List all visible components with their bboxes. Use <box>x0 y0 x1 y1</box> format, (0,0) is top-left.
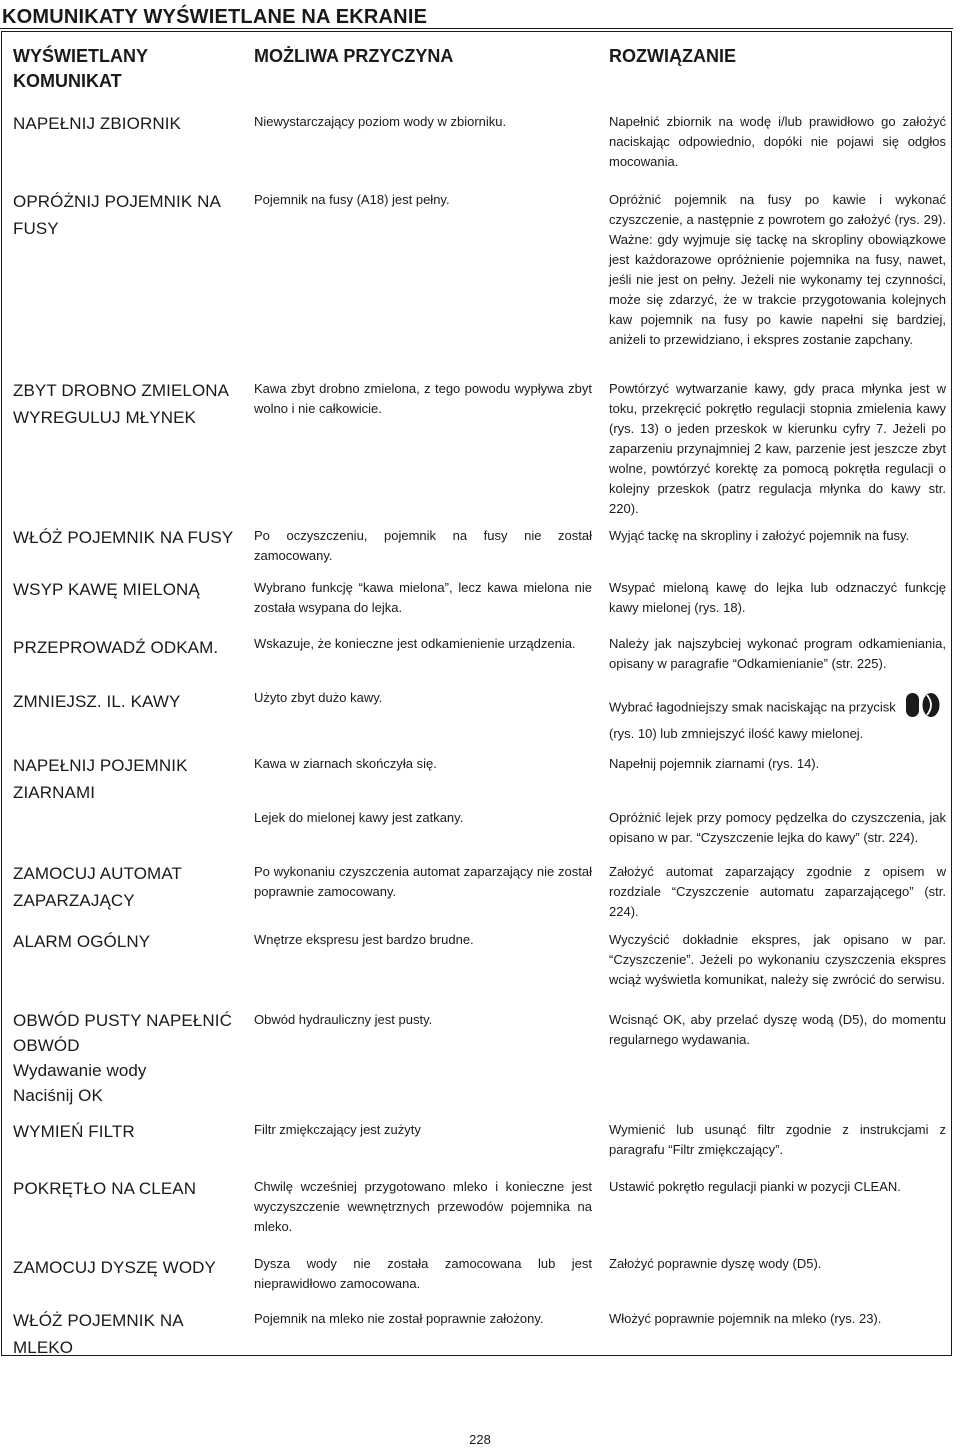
message-cell: NAPEŁNIJ POJEMNIK ZIARNAMI <box>13 756 188 802</box>
cause-cell: Wskazuje, że konieczne jest odkamienienie urządzenia. <box>254 636 576 651</box>
message-cell: WŁÓŻ POJEMNIK NA FUSY <box>13 528 234 547</box>
solution-cell: Należy jak najszybciej wykonać program odkamieniania, opisany w paragrafie “Odkamienianie” (str. 225). <box>609 636 946 671</box>
solution-cell: Wcisnąć OK, aby przelać dyszę wodą (D5), do momentu regularnego wydawania. <box>609 1012 946 1047</box>
message-cell: OBWÓD PUSTY NAPEŁNIĆ OBWÓD Wydawanie wody Naciśnij OK <box>13 1011 232 1105</box>
solution-cell: Włożyć poprawnie pojemnik na mleko (rys. 23). <box>609 1311 882 1326</box>
cause-cell: Po oczyszczeniu, pojemnik na fusy nie został zamocowany. <box>254 528 592 563</box>
solution-text-continued: (rys. 10) lub zmniejszyć ilość kawy mielonej. <box>609 726 864 741</box>
message-cell: ZBYT DROBNO ZMIELONA WYREGULUJ MŁYNEK <box>13 381 230 427</box>
cause-cell: Filtr zmiękczający jest zużyty <box>254 1122 421 1137</box>
solution-cell: Założyć poprawnie dyszę wody (D5). <box>609 1256 822 1271</box>
message-cell: NAPEŁNIJ ZBIORNIK <box>13 114 181 133</box>
cause-cell: Pojemnik na mleko nie został poprawnie założony. <box>254 1311 544 1326</box>
header-cause: MOŻLIWA PRZYCZYNA <box>254 46 454 66</box>
solution-cell: Powtórzyć wytwarzanie kawy, gdy praca młynka jest w toku, przekręcić pokrętło regulacji stopnia zmielenia kawy (rys. 13) o jeden przeskok w kierunku cyfry 7. Jeżeli po zaparzeniu przynajmniej 2 kaw, parzenie jest jeszcze zbyt wolne, powtórzyć korektę za pomocą pokrętła regulacji o kolejny przeskok (patrz regulacja młynka do kawy str. 220). <box>609 381 946 516</box>
solution-cell: Wsypać mieloną kawę do lejka lub odznaczyć funkcję kawy mielonej (rys. 18). <box>609 580 946 615</box>
cause-cell: Użyto zbyt dużo kawy. <box>254 690 383 705</box>
solution-text: Wybrać łagodniejszy smak naciskając na przycisk <box>609 699 896 715</box>
cause-cell: Chwilę wcześniej przygotowano mleko i konieczne jest wyczyszczenie wewnętrznych przewodów pojemnika na mleko. <box>254 1179 592 1234</box>
cause-cell: Pojemnik na fusy (A18) jest pełny. <box>254 192 450 207</box>
message-cell: ZAMOCUJ AUTOMAT ZAPARZAJĄCY <box>13 864 182 910</box>
header-solution: ROZWIĄZANIE <box>609 46 736 66</box>
cause-cell: Wybrano funkcję “kawa mielona”, lecz kawa mielona nie została wsypana do lejka. <box>254 580 592 615</box>
message-cell: WŁÓŻ POJEMNIK NA MLEKO <box>13 1311 183 1357</box>
solution-cell: Napełnić zbiornik na wodę i/lub prawidłowo go założyć naciskając odpowiednio, dopóki nie pojawi się odgłos mocowania. <box>609 114 946 169</box>
cause-cell: Kawa w ziarnach skończyła się. <box>254 756 437 771</box>
header-message: WYŚWIETLANY KOMUNIKAT <box>13 46 148 91</box>
solution-cell: Opróżnić lejek przy pomocy pędzelka do czyszczenia, jak opisano w par. “Czyszczenie lejka do kawy” (str. 224). <box>609 810 946 845</box>
solution-cell: Wyjąć tackę na skropliny i założyć pojemnik na fusy. <box>609 528 910 543</box>
cause-cell: Lejek do mielonej kawy jest zatkany. <box>254 810 464 825</box>
page-number: 228 <box>469 1432 491 1447</box>
cause-cell: Wnętrze ekspresu jest bardzo brudne. <box>254 932 474 947</box>
solution-cell: Napełnij pojemnik ziarnami (rys. 14). <box>609 756 820 771</box>
solution-cell: Wyczyścić dokładnie ekspres, jak opisano w par. “Czyszczenie”. Jeżeli po wykonaniu czyszczenia ekspres wciąż wyświetla komunikat, należy się zwrócić do serwisu. <box>609 932 946 987</box>
message-cell: PRZEPROWADŹ ODKAM. <box>13 638 219 657</box>
cause-cell: Niewystarczający poziom wody w zbiorniku. <box>254 114 507 129</box>
message-cell: POKRĘTŁO NA CLEAN <box>13 1179 197 1198</box>
message-cell: ZAMOCUJ DYSZĘ WODY <box>13 1258 216 1277</box>
messages-table <box>1 31 952 1356</box>
solution-cell <box>609 692 946 744</box>
solution-cell: Opróżnić pojemnik na fusy po kawie i wykonać czyszczenie, a następnie z powrotem go założyć (rys. 29). Ważne: gdy wyjmuje się tackę na skropliny obowiązkowe jest każdorazowe opróżnienie pojemnika na fusy, nawet, jeśli nie jest on pełny. Jeżeli nie wykonamy tej czynności, może się zdarzyć, że w trakcie przygotowania kolejnych kaw pojemnik na fusy po kawie napełni się bardziej, aniżeli to przewidziano, i ekspres zostanie zapchany. <box>609 192 946 347</box>
message-cell: ZMNIEJSZ. IL. KAWY <box>13 692 181 711</box>
solution-cell: Ustawić pokrętło regulacji pianki w pozycji CLEAN. <box>609 1179 901 1194</box>
cause-cell: Po wykonaniu czyszczenia automat zaparzający nie został poprawnie zamocowany. <box>254 864 592 899</box>
message-cell: ALARM OGÓLNY <box>13 932 151 951</box>
cause-cell: Dysza wody nie została zamocowana lub jest nieprawidłowo zamocowana. <box>254 1256 592 1291</box>
solution-cell: Założyć automat zaparzający zgodnie z opisem w rozdziale “Czyszczenie automatu zaparzającego” (str. 224). <box>609 864 946 919</box>
title-divider <box>0 28 953 29</box>
coffee-strength-icon <box>905 692 941 724</box>
message-cell: WSYP KAWĘ MIELONĄ <box>13 580 200 599</box>
cause-cell: Kawa zbyt drobno zmielona, z tego powodu wypływa zbyt wolno i nie całkowicie. <box>254 381 592 416</box>
cause-cell: Obwód hydrauliczny jest pusty. <box>254 1012 433 1027</box>
solution-cell: Wymienić lub usunąć filtr zgodnie z instrukcjami z paragrafu “Filtr zmiękczający”. <box>609 1122 946 1157</box>
page-title: KOMUNIKATY WYŚWIETLANE NA EKRANIE <box>2 6 428 28</box>
message-cell: OPRÓŻNIJ POJEMNIK NA FUSY <box>13 192 221 238</box>
message-cell: WYMIEŃ FILTR <box>13 1122 135 1141</box>
